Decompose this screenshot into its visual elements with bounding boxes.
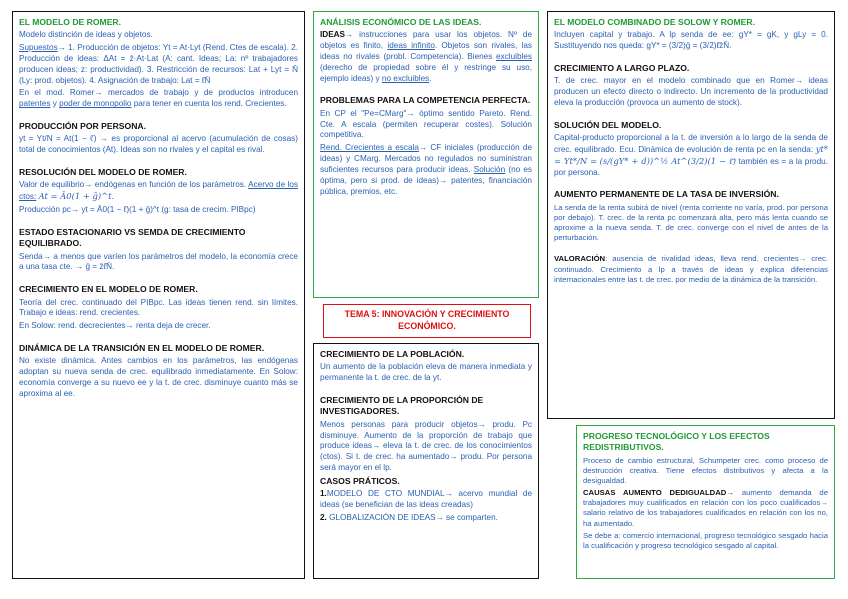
case-2: 2. GLOBALIZACIÓN DE IDEAS→ se comparten. [320, 512, 498, 522]
section-title-solution: SOLUCIÓN DEL MODELO. [554, 119, 662, 130]
column-romer-model [12, 11, 305, 579]
growth-romer-text: Teoría del crec. continuado del PIBpc. Las ideas tienen rend. sin límites. Trabajo e ideas: rend. crecientes. [19, 297, 298, 318]
box-economic-analysis-ideas [313, 11, 539, 298]
romer-assumptions: Supuestos→ 1. Producción de objetos: Yt = At·Lyt (Rend. Ctes de escala). 2. Producción de ideas: ΔAt = z̄·At·Lat (A: cant. Ideas; La: nº trabajadores producen ideas; z: productividad). 3. Restricción de recursos: Lat + Lyt = N̄ (Ly: prod. objetos). 4. Asignación de trabajo: Lat = ℓ̄N̄ [19, 43, 298, 85]
section-title-investment: AUMENTO PERMANENTE DE LA TASA DE INVERSIÓN. [554, 189, 779, 200]
box-tech-progress [576, 425, 835, 579]
competition-text-2: Rend. Crecientes a escala→ CF iniciales (producción de ideas) y CMarg. Mercados no regulados no suministran suficientes recursos para producir ideas. Solución (no es óptima, pero si prod. de ideas)→ patentes, financiación pública, premios, etc. [320, 143, 532, 196]
inequality-causes: CAUSAS AUMENTO DEDIGUALDAD→ aumento demanda de trabajadores muy cualificados en relación con los poco cualificados→ salario relativo de los trabajadores cualificados en relación con los no, ha aumentado. [583, 488, 828, 528]
section-title-long-run: CRECIMIENTO A LARGO PLAZO. [554, 63, 690, 73]
researchers-text: Menos personas para producir objetos→ produ. Pc disminuye. Aumento de la proporción de trabajo que produce ideas→ eleva la t. de crec. de los conocimientos (ctos). Si t. de crec. ha aumentado→ produ. Por persona será mayor en el lp. [320, 419, 532, 472]
case-1: 1.MODELO DE CTO MUNDIAL→ acervo mundial de ideas (se benefician de las ideas creadas) [320, 489, 532, 509]
romer-intro: Modelo distinción de ideas y objetos. [19, 30, 153, 40]
growth-romer-solow: En Solow: rend. decrecientes→ renta deja de crecer. [19, 321, 211, 331]
box-population-growth [313, 343, 539, 579]
resolution-output: Producción pc→ yt = Ā0(1 − ℓ̄)(1 + ḡ)^t (g: tasa de crecim. PIBpc) [19, 205, 256, 215]
theme-title-box [323, 304, 531, 338]
resolution-text: Valor de equilibrio→ endógenas en función de los parámetros. Acervo de los ctos: At = Ā0(1 + ḡ)^t. [19, 180, 299, 202]
section-title-ideas: ANÁLISIS ECONÓMICO DE LAS IDEAS. [320, 17, 482, 27]
steady-state-text: Senda→ a menos que varíen los parámetros del modelo, la economía crece a una tasa cte. → ḡ = z̄ℓ̄N̄. [19, 251, 298, 272]
competition-text-1: En CP el "Pe=CMarg"→ óptimo sentido Pareto. Rend. Cte. A escala (permiten recuperar costes). Solución competitiva. [320, 108, 532, 140]
ideas-text: IDEAS→ instrucciones para usar los objetos. Nº de objetos es finito, ideas infinito. Objetos son rivales, las ideas no rivales (probl. Competencia). Bienes excluibles (derecho de propiedad sobre él y restringe su uso, ejemplo ideas) y no excluibles. [320, 30, 532, 83]
section-title-tech-progress: PROGRESO TECNOLÓGICO Y LOS EFECTOS REDISTRIBUTIVOS. [583, 431, 770, 453]
section-title-population: CRECIMIENTO DE LA POBLACIÓN. [320, 349, 465, 359]
per-capita-text: yt = Yt/N = At(1 − ℓ̄) → es proporcional al acervo (acumulación de cosas) total de conocimientos (At). Ideas son no rivales y el capital es rival. [19, 134, 298, 155]
inequality-reasons: Se debe a: comercio internacional, progreso tecnológico sesgado hacia la cualificación y progreso tecnológico sesgado al capital. [583, 530, 828, 550]
assessment-text: VALORACIÓN: ausencia de rivalidad ideas, lleva rend. crecientes→ crec. continuado. Crecimiento a lp a través de ideas y explica diferencias internacionales entre las t. de crec. por medio de la dinámica de la transición. [554, 254, 828, 284]
section-title-researchers: CRECIMIENTO DE LA PROPORCIÓN DE INVESTIGADORES. [320, 395, 484, 417]
section-title-competition: PROBLEMAS PARA LA COMPETENCIA PERFECTA. [320, 95, 531, 106]
investment-text: La senda de la renta subirá de nivel (renta corriente no varía, prod. por persona por debajo). T. crec. de la renta pc comenzará alta, pero más lenta cuando se aproxime a la nueva senda. T. de crec. converge con el nivel de antes de la perturbación. [554, 202, 828, 243]
solow-romer-text: Incluyen capital y trabajo. A lp senda de ee: gY* = gK, y gLy = 0. Sustituyendo nos queda: gY* = (3/2)ḡ = (3/2)ℓ̄z̄N̄. [554, 30, 828, 51]
population-text: Un aumento de la población eleva de manera inmediata y permanente la t. de crec. de la yt. [320, 362, 532, 383]
tech-progress-text: Proceso de cambio estructural, Schumpeter crec. como proceso de destrucción creativa. Tiene efectos distributivos y afecta a la desigualdad. [583, 455, 828, 485]
romer-markets: En el mod. Romer→ mercados de trabajo y de productos introducen patentes y poder de monopolio para tener en cuenta los rend. Crecientes. [19, 88, 298, 109]
section-title-solow-romer: EL MODELO COMBINADO DE SOLOW Y ROMER. [554, 17, 756, 27]
section-title-per-capita: PRODUCCIÓN POR PERSONA. [19, 121, 147, 132]
section-title-cases: CASOS PRÁTICOS. [320, 475, 400, 486]
theme-title: TEMA 5: INNOVACIÓN Y CRECIMIENTO ECONÓMICO. [344, 309, 510, 331]
solution-text: Capital-producto proporcional a la t. de inversión a lo largo de la senda de crec. equilibrado. Ecu. Dinámica de evolución de renta pc en la senda: yt* = Yt*/N = (s/(gY* + d))^½ At^(3/2)(1 − ℓ̄) también es = a la produ. por persona. [554, 133, 828, 177]
box-solow-romer [547, 11, 835, 419]
section-title-steady-state: ESTADO ESTACIONARIO VS SEMDA DE CRECIMIENTO EQUILIBRADO. [19, 226, 246, 249]
long-run-text: T. de crec. mayor en el modelo combinado que en Romer→ ideas producen un efecto directo o indirecto. Un incremento de la productividad eleva la producción (provoca un aumento de stock). [554, 76, 828, 107]
section-title-resolution: RESOLUCIÓN DEL MODELO DE ROMER. [19, 167, 187, 178]
transition-text: No existe dinámica. Antes cambios en los parámetros, las endógenas adoptan su nueva senda de crec. equilibrado inmediatamente. En Solow: economía converge a su nuevo ee y la t. de crec. disminuye cuanto más se aproxima al ee. [19, 356, 298, 398]
section-title-romer: EL MODELO DE ROMER. [19, 17, 122, 27]
section-title-growth-romer: CRECIMIENTO EN EL MODELO DE ROMER. [19, 284, 198, 295]
section-title-transition: DINÁMICA DE LA TRANSICIÓN EN EL MODELO DE ROMER. [19, 343, 265, 354]
